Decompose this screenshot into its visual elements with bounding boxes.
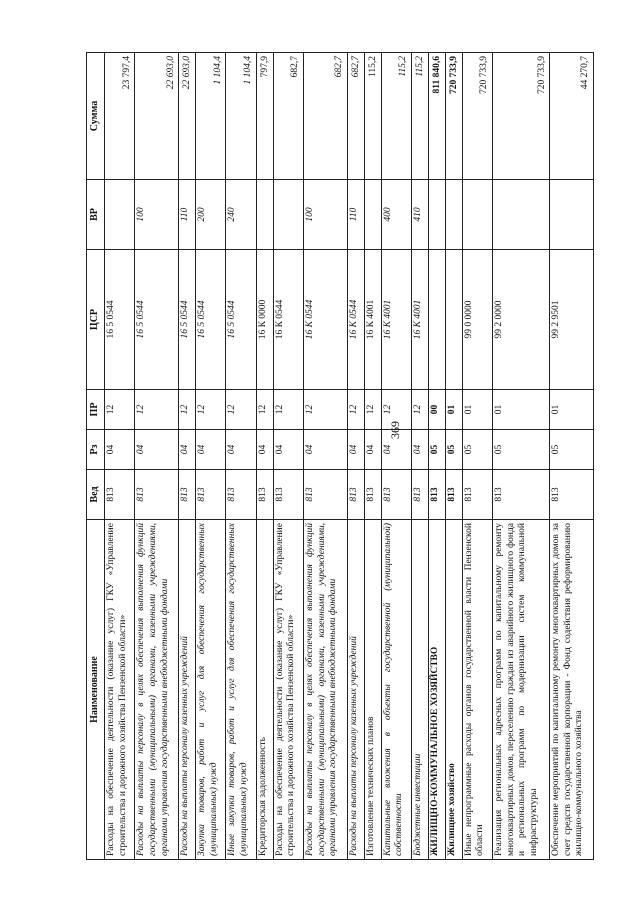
cell-vr [462, 180, 492, 250]
cell-ved: 813 [492, 470, 549, 520]
cell-vr [364, 180, 381, 250]
cell-ved: 813 [550, 470, 594, 520]
cell-ved: 813 [105, 470, 135, 520]
cell-sum: 1 104,4 [196, 53, 226, 180]
cell-csr: 16 К 4001 [364, 250, 381, 390]
cell-csr: 16 5 0544 [135, 250, 179, 390]
table-row [135, 53, 179, 860]
cell-pr: 01 [445, 390, 462, 430]
cell-rz: 04 [273, 430, 303, 470]
cell-rz: 04 [179, 430, 196, 470]
cell-name: Расходы на обеспечение деятельности (оказание услуг) ГКУ «Управление строительства и дорожного хозяйства Пензенской области» [273, 520, 303, 860]
cell-ved: 813 [196, 470, 226, 520]
cell-sum: 811 840,6 [428, 53, 445, 180]
cell-csr [445, 250, 462, 390]
cell-csr: 99 2 9501 [550, 250, 594, 390]
cell-sum: 22 693,0 [135, 53, 179, 180]
cell-sum: 22 693,0 [179, 53, 196, 180]
cell-csr: 16 К 0544 [347, 250, 364, 390]
cell-vr [492, 180, 549, 250]
table-row [256, 53, 273, 860]
cell-vr [550, 180, 594, 250]
cell-csr [428, 250, 445, 390]
cell-name: Изготовление технических планов [364, 520, 381, 860]
cell-sum: 720 733,9 [462, 53, 492, 180]
cell-rz: 04 [256, 430, 273, 470]
cell-pr: 12 [179, 390, 196, 430]
cell-rz: 04 [135, 430, 179, 470]
header-name: Наименование [87, 520, 105, 860]
cell-vr: 110 [347, 180, 364, 250]
cell-rz: 04 [364, 430, 381, 470]
cell-rz: 04 [411, 430, 428, 470]
cell-sum: 23 797,4 [105, 53, 135, 180]
cell-rz: 04 [226, 430, 256, 470]
cell-csr: 16 5 0544 [179, 250, 196, 390]
cell-pr: 12 [303, 390, 347, 430]
cell-vr [428, 180, 445, 250]
table-row [196, 53, 226, 860]
cell-csr: 16 5 0544 [226, 250, 256, 390]
cell-name: ЖИЛИЩНО-КОММУНАЛЬНОЕ ХОЗЯЙСТВО [428, 520, 445, 860]
cell-ved: 813 [226, 470, 256, 520]
table-row [303, 53, 347, 860]
cell-ved: 813 [273, 470, 303, 520]
cell-name: Жилищное хозяйство [445, 520, 462, 860]
cell-vr [273, 180, 303, 250]
table-row [411, 53, 428, 860]
cell-pr: 12 [347, 390, 364, 430]
cell-ved: 813 [303, 470, 347, 520]
cell-vr: 410 [411, 180, 428, 250]
cell-pr: 12 [273, 390, 303, 430]
cell-csr: 16 К 0544 [273, 250, 303, 390]
cell-pr: 12 [256, 390, 273, 430]
cell-pr: 00 [428, 390, 445, 430]
cell-sum: 682,7 [347, 53, 364, 180]
cell-rz: 04 [105, 430, 135, 470]
table-row [226, 53, 256, 860]
cell-vr: 200 [196, 180, 226, 250]
cell-rz: 05 [550, 430, 594, 470]
cell-sum: 44 270,7 [550, 53, 594, 180]
cell-name: Закупка товаров, работ и услуг для обеспечения государственных (муниципальных) нужд [196, 520, 226, 860]
cell-name: Расходы на обеспечение деятельности (оказание услуг) ГКУ «Управление строительства и дорожного хозяйства Пензенской области» [105, 520, 135, 860]
cell-csr: 16 К 0544 [303, 250, 347, 390]
table-row [364, 53, 381, 860]
cell-ved: 813 [256, 470, 273, 520]
cell-pr: 12 [135, 390, 179, 430]
cell-vr: 400 [381, 180, 411, 250]
cell-csr: 16 К 4001 [381, 250, 411, 390]
cell-pr: 12 [226, 390, 256, 430]
cell-name: Обеспечение мероприятий по капитальному ремонту многоквартирных домов за счет средств государственной корпорации - Фонд содействия реформированию жилищно-коммунального хозяйства [550, 520, 594, 860]
table-row [381, 53, 411, 860]
cell-name: Иные закупки товаров, работ и услуг для обеспечения государственных (муниципальных) нужд [226, 520, 256, 860]
header-sum: Сумма [87, 53, 105, 180]
cell-sum: 115,2 [364, 53, 381, 180]
cell-csr: 16 5 0544 [196, 250, 226, 390]
cell-pr: 01 [550, 390, 594, 430]
cell-vr [105, 180, 135, 250]
cell-name: Расходы на выплаты персоналу в целях обеспечения выполнения функций государственными (муниципальными) органами, казенными учреждениями, органами управления государственными внебюджетными фондами [135, 520, 179, 860]
cell-vr [445, 180, 462, 250]
cell-rz: 04 [381, 430, 411, 470]
cell-name: Кредиторская задолженность [256, 520, 273, 860]
cell-rz: 05 [428, 430, 445, 470]
cell-csr: 16 К 4001 [411, 250, 428, 390]
table-row [347, 53, 364, 860]
cell-csr: 99 2 0000 [492, 250, 549, 390]
cell-sum: 115,2 [381, 53, 411, 180]
cell-pr: 12 [364, 390, 381, 430]
table-row [492, 53, 549, 860]
cell-ved: 813 [445, 470, 462, 520]
budget-table-rotated [86, 53, 594, 860]
cell-vr [256, 180, 273, 250]
table-row [105, 53, 135, 860]
header-csr: ЦСР [87, 250, 105, 390]
cell-name: Расходы на выплаты персоналу в целях обеспечения выполнения функций государственными (муниципальными) органами, казенными учреждениями, органами управления государственными внебюджетными фондами [303, 520, 347, 860]
cell-name: Расходы на выплаты персоналу казенных учреждений [179, 520, 196, 860]
cell-ved: 813 [347, 470, 364, 520]
cell-name: Иные непрограммные расходы органов государственной власти Пензенской области [462, 520, 492, 860]
cell-rz: 04 [303, 430, 347, 470]
cell-ved: 813 [462, 470, 492, 520]
cell-ved: 813 [135, 470, 179, 520]
table-row [179, 53, 196, 860]
header-rz: Рз [87, 430, 105, 470]
cell-name: Реализация региональных адресных программ по капитальному ремонту многоквартирных домов, переселению граждан из аварийного жилищного фонда и региональных программ по модернизации систем коммунальной инфраструктуры [492, 520, 549, 860]
table-row [428, 53, 445, 860]
table-row [445, 53, 462, 860]
table-row [462, 53, 492, 860]
cell-sum: 720 733,9 [492, 53, 549, 180]
cell-ved: 813 [411, 470, 428, 520]
cell-rz: 05 [445, 430, 462, 470]
cell-ved: 813 [179, 470, 196, 520]
table-row [273, 53, 303, 860]
cell-sum: 682,7 [303, 53, 347, 180]
cell-pr: 12 [411, 390, 428, 430]
cell-pr: 12 [105, 390, 135, 430]
cell-vr: 240 [226, 180, 256, 250]
cell-sum: 797,9 [256, 53, 273, 180]
cell-name: Расходы на выплаты персоналу казенных учреждений [347, 520, 364, 860]
table-body [105, 53, 594, 860]
header-ved: Вед [87, 470, 105, 520]
header-vr: ВР [87, 180, 105, 250]
table-row [550, 53, 594, 860]
cell-rz: 04 [347, 430, 364, 470]
cell-sum: 115,2 [411, 53, 428, 180]
cell-rz: 05 [492, 430, 549, 470]
cell-csr: 99 0 0000 [462, 250, 492, 390]
budget-table [86, 52, 594, 860]
cell-ved: 813 [428, 470, 445, 520]
page-number: 369 [388, 421, 402, 439]
cell-pr: 12 [196, 390, 226, 430]
cell-sum: 1 104,4 [226, 53, 256, 180]
cell-pr: 01 [462, 390, 492, 430]
cell-vr: 110 [179, 180, 196, 250]
cell-csr: 16 5 0544 [105, 250, 135, 390]
cell-name: Капитальные вложения в объекты государственной (муниципальной) собственности [381, 520, 411, 860]
cell-ved: 813 [364, 470, 381, 520]
cell-vr: 100 [303, 180, 347, 250]
cell-sum: 682,7 [273, 53, 303, 180]
cell-vr: 100 [135, 180, 179, 250]
cell-name: Бюджетные инвестиции [411, 520, 428, 860]
cell-sum: 720 733,9 [445, 53, 462, 180]
cell-pr: 12 [381, 390, 411, 430]
header-pr: ПР [87, 390, 105, 430]
cell-ved: 813 [381, 470, 411, 520]
cell-rz: 05 [462, 430, 492, 470]
table-header-row [87, 53, 105, 860]
cell-rz: 04 [196, 430, 226, 470]
cell-pr: 01 [492, 390, 549, 430]
cell-csr: 16 К 0000 [256, 250, 273, 390]
